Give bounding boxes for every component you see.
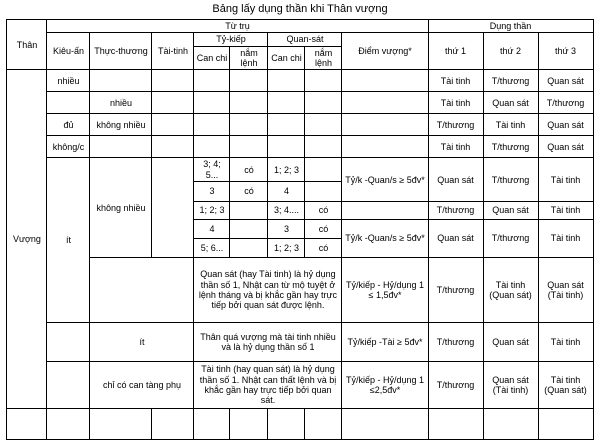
header-diem-vuong: Điểm vượng* (342, 33, 428, 70)
cell-thu-2: Tài tinh (483, 114, 538, 136)
cell-qs-can-chi (268, 114, 305, 136)
cell-tk-nam-lenh (230, 70, 268, 92)
cell-tk-can-chi: 3; 4; 5... (194, 158, 230, 182)
cell-thu-2: T/thương (483, 220, 538, 258)
cell-thu-3: Tài tinh (538, 158, 593, 202)
dung-than-table (6, 19, 593, 440)
cell-qs-can-chi: 1; 2; 3 (268, 158, 305, 182)
table-row (7, 70, 593, 92)
cell-qs-can-chi (268, 92, 305, 114)
cell-thu-1: Tài tinh (428, 92, 483, 114)
cell-thu-3: Tài tinh (Quan sát) (538, 362, 593, 409)
cell-tk-nam-lenh (230, 92, 268, 114)
cell-thu-3: Tài tinh (538, 323, 593, 362)
cell-thu-3: Tài tinh (538, 220, 593, 258)
header-row-2 (7, 33, 593, 46)
cell-thu-1: Tài tinh (428, 70, 483, 92)
cell-tk-nam-lenh (230, 220, 268, 239)
cell-thuc-thuong (90, 258, 194, 323)
cell-thu-2: T/thương (483, 70, 538, 92)
header-kieu-an: Kiêu-ấn (47, 33, 90, 70)
cell-blank-3 (90, 409, 152, 440)
cell-diem-vuong (342, 114, 428, 136)
cell-diem-vuong: Tỷ/k -Quan/s ≥ 5đv* (342, 158, 428, 202)
cell-tai-tinh (152, 114, 194, 136)
cell-note: Thân quá vượng mà tài tinh nhiều và là hỷ dụng thần số 1 (194, 323, 342, 362)
cell-thu-1: Quan sát (428, 158, 483, 202)
cell-tk-can-chi (194, 114, 230, 136)
header-thuc-thuong: Thực-thương (90, 33, 152, 70)
cell-diem-vuong: Tỷ/kiếp - Hỷ/dụng 1 ≤ 1,5đv* (342, 258, 428, 323)
cell-tk-nam-lenh (230, 114, 268, 136)
header-ty-kiep: Tỷ-kiếp (194, 33, 268, 46)
cell-thu-1: T/thương (428, 258, 483, 323)
cell-thu-3: Quan sát (538, 136, 593, 158)
cell-tk-can-chi (194, 70, 230, 92)
table-row (7, 136, 593, 158)
cell-thu-2: T/thương (483, 136, 538, 158)
cell-thu-1: T/thương (428, 114, 483, 136)
cell-tk-can-chi (194, 92, 230, 114)
cell-thuc-thuong (90, 136, 152, 158)
header-qs-can-chi: Can chi (268, 46, 305, 70)
cell-qs-nam-lenh (305, 158, 342, 182)
cell-tk-can-chi: 3 (194, 182, 230, 202)
cell-diem-vuong: Tỷ/kiếp - Hỷ/dụng 1 ≤2,5đv* (342, 362, 428, 409)
header-than: Thân (7, 20, 47, 70)
cell-tk-can-chi: 5; 6... (194, 239, 230, 258)
cell-blank-2 (47, 409, 90, 440)
cell-diem-vuong (342, 136, 428, 158)
header-tk-nam-lenh: nắm lệnh (230, 46, 268, 70)
cell-kieu-an (47, 92, 90, 114)
cell-kieu-an: đủ (47, 114, 90, 136)
table-row (7, 114, 593, 136)
table-row-blank (7, 409, 593, 440)
cell-note: Tài tinh (hay quan sát) là hỷ dụng thần số 1. Nhật can thất lệnh và bị khắc gần hay trực tiếp bởi quan sát. (194, 362, 342, 409)
cell-blank-12 (538, 409, 593, 440)
cell-thuc-thuong-khong-nhieu: không nhiều (90, 158, 152, 258)
cell-qs-can-chi (268, 70, 305, 92)
cell-blank-11 (483, 409, 538, 440)
table-row (7, 92, 593, 114)
header-dung-than: Dụng thần (428, 20, 593, 33)
cell-qs-can-chi: 1; 2; 3 (268, 239, 305, 258)
cell-tk-can-chi: 1; 2; 3 (194, 202, 230, 220)
cell-kieu-an (47, 323, 90, 362)
cell-kieu-an: nhiều (47, 70, 90, 92)
cell-qs-can-chi (268, 136, 305, 158)
header-tai-tinh: Tài-tinh (152, 33, 194, 70)
header-row-1 (7, 20, 593, 33)
cell-qs-nam-lenh: có (305, 220, 342, 239)
cell-note: Quan sát (hay Tài tinh) là hỷ dụng thần số 1, Nhật can từ mộ tuyệt ở lệnh tháng và bị khắc gần hay trực tiếp bởi quan sát được lệnh. (194, 258, 342, 323)
table-row (7, 258, 593, 323)
cell-kieu-an (47, 362, 90, 409)
cell-qs-can-chi: 3 (268, 220, 305, 239)
cell-qs-nam-lenh: có (305, 239, 342, 258)
table-row (7, 158, 593, 182)
cell-tk-nam-lenh (230, 136, 268, 158)
cell-tai-tinh (152, 136, 194, 158)
cell-tk-nam-lenh (230, 239, 268, 258)
cell-thu-2: Quan sát (483, 202, 538, 220)
cell-thu-1: T/thương (428, 202, 483, 220)
cell-thuc-thuong: chỉ có can tàng phụ (90, 362, 194, 409)
cell-thuc-thuong: nhiều (90, 92, 152, 114)
cell-blank-1 (7, 409, 47, 440)
cell-blank-8 (305, 409, 342, 440)
cell-thu-3: Quan sát (538, 70, 593, 92)
cell-thu-1: Tài tinh (428, 136, 483, 158)
header-thu-3: thứ 3 (538, 33, 593, 70)
cell-thu-2: Quan sát (483, 92, 538, 114)
cell-blank-6 (230, 409, 268, 440)
cell-diem-vuong (342, 92, 428, 114)
cell-thu-2: Quan sát (Tài tinh) (483, 362, 538, 409)
cell-thu-2: Tài tinh (Quan sát) (483, 258, 538, 323)
table-row (7, 362, 593, 409)
cell-thu-2: T/thương (483, 158, 538, 202)
cell-diem-vuong: Tỷ/k -Quan/s ≥ 5đv* (342, 220, 428, 258)
cell-blank-7 (268, 409, 305, 440)
cell-tai-tinh (152, 70, 194, 92)
cell-tai-tinh (152, 158, 194, 258)
cell-blank-4 (152, 409, 194, 440)
cell-thu-2: Quan sát (483, 323, 538, 362)
cell-tk-nam-lenh (230, 202, 268, 220)
cell-qs-nam-lenh (305, 70, 342, 92)
cell-diem-vuong: Tỷ/kiếp -Tài ≥ 5đv* (342, 323, 428, 362)
cell-thu-1: T/thương (428, 362, 483, 409)
cell-qs-nam-lenh (305, 92, 342, 114)
cell-qs-can-chi: 4 (268, 182, 305, 202)
cell-diem-vuong (342, 202, 428, 220)
cell-thuc-thuong (90, 70, 152, 92)
header-tu-tru: Từ trụ (47, 20, 428, 33)
row-group-vuong: Vượng (7, 70, 47, 409)
cell-tk-can-chi (194, 136, 230, 158)
cell-kieu-an: không/c (47, 136, 90, 158)
cell-tai-tinh (152, 92, 194, 114)
table-row (7, 323, 593, 362)
cell-diem-vuong (342, 70, 428, 92)
header-thu-2: thứ 2 (483, 33, 538, 70)
header-thu-1: thứ 1 (428, 33, 483, 70)
cell-thu-1: T/thương (428, 323, 483, 362)
cell-tk-can-chi: 4 (194, 220, 230, 239)
cell-thu-3: Quan sát (538, 114, 593, 136)
cell-thuc-thuong: không nhiều (90, 114, 152, 136)
cell-kieu-an-it: ít (47, 158, 90, 323)
page-title: Bảng lấy dụng thần khi Thân vượng (212, 3, 388, 15)
cell-thu-3: T/thương (538, 92, 593, 114)
cell-tk-nam-lenh: có (230, 158, 268, 182)
cell-tk-nam-lenh: có (230, 182, 268, 202)
cell-thu-3: Tài tinh (538, 202, 593, 220)
cell-qs-nam-lenh: có (305, 202, 342, 220)
header-qs-nam-lenh: nắm lệnh (305, 46, 342, 70)
cell-qs-nam-lenh (305, 114, 342, 136)
cell-qs-nam-lenh (305, 136, 342, 158)
cell-thu-1: Quan sát (428, 220, 483, 258)
header-tk-can-chi: Can chi (194, 46, 230, 70)
cell-thu-3: Quan sát (Tài tinh) (538, 258, 593, 323)
cell-blank-5 (194, 409, 230, 440)
header-quan-sat: Quan-sát (268, 33, 342, 46)
cell-thuc-thuong: ít (90, 323, 194, 362)
cell-qs-nam-lenh (305, 182, 342, 202)
cell-blank-10 (428, 409, 483, 440)
cell-qs-can-chi: 3; 4.... (268, 202, 305, 220)
cell-blank-9 (342, 409, 428, 440)
